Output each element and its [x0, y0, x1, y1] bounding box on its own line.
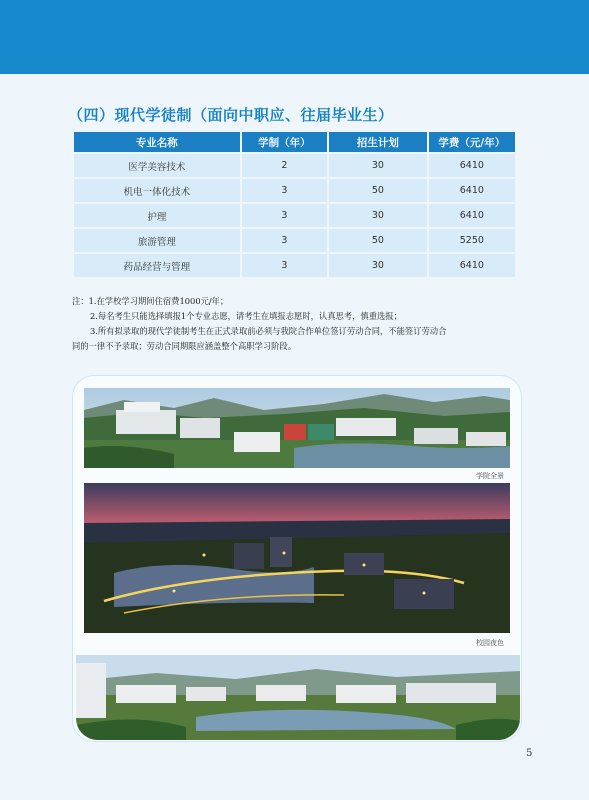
cell-major: 药品经营与管理: [74, 254, 240, 277]
table-row: [74, 179, 515, 202]
cell-enrollment: 50: [329, 179, 427, 202]
cell-duration: 3: [242, 254, 327, 277]
cell-tuition: 6410: [429, 254, 515, 277]
header-band: [0, 0, 589, 74]
program-table: [72, 130, 517, 279]
cell-enrollment: 50: [329, 229, 427, 252]
header-duration: 学制（年）: [242, 132, 327, 152]
table-row: [74, 254, 515, 277]
cell-major: 旅游管理: [74, 229, 240, 252]
campus-night-photo: [84, 483, 510, 633]
note-line: 同的一律不予录取；劳动合同期限应涵盖整个高职学习阶段。: [72, 341, 297, 351]
cell-duration: 3: [242, 204, 327, 227]
cell-major: 医学美容技术: [74, 154, 240, 177]
cell-tuition: 6410: [429, 154, 515, 177]
cell-tuition: 5250: [429, 229, 515, 252]
cell-enrollment: 30: [329, 254, 427, 277]
cell-major: 机电一体化技术: [74, 179, 240, 202]
header-tuition: 学费（元/年）: [429, 132, 515, 152]
table-header-row: [74, 132, 515, 152]
cell-tuition: 6410: [429, 179, 515, 202]
cell-tuition: 6410: [429, 204, 515, 227]
note-line: 注：1.在学校学习期间住宿费1000元/年；: [72, 296, 229, 306]
page-number: 5: [526, 748, 533, 759]
cell-major: 护理: [74, 204, 240, 227]
note-line: 2.每名考生只能选择填报1个专业志愿，请考生在填报志愿时，认真思考，慎重选报；: [90, 311, 402, 321]
header-enrollment: 招生计划: [329, 132, 427, 152]
section-title: （四）现代学徒制（面向中职应、往届毕业生）: [68, 106, 394, 124]
table-row: [74, 229, 515, 252]
campus-lake-photo: [76, 655, 520, 740]
note-line: 3.所有拟录取的现代学徒制考生在正式录取前必须与我院合作单位签订劳动合同，不能签订劳动合: [90, 326, 447, 336]
cell-enrollment: 30: [329, 154, 427, 177]
cell-duration: 3: [242, 179, 327, 202]
caption-campus-night: 校园夜色: [476, 639, 504, 647]
cell-enrollment: 30: [329, 204, 427, 227]
cell-duration: 2: [242, 154, 327, 177]
table-row: [74, 154, 515, 177]
header-major: 专业名称: [74, 132, 240, 152]
caption-campus-panorama: 学院全景: [476, 472, 504, 480]
campus-panorama-photo: [84, 388, 510, 468]
table-row: [74, 204, 515, 227]
notes: [72, 294, 532, 354]
cell-duration: 3: [242, 229, 327, 252]
